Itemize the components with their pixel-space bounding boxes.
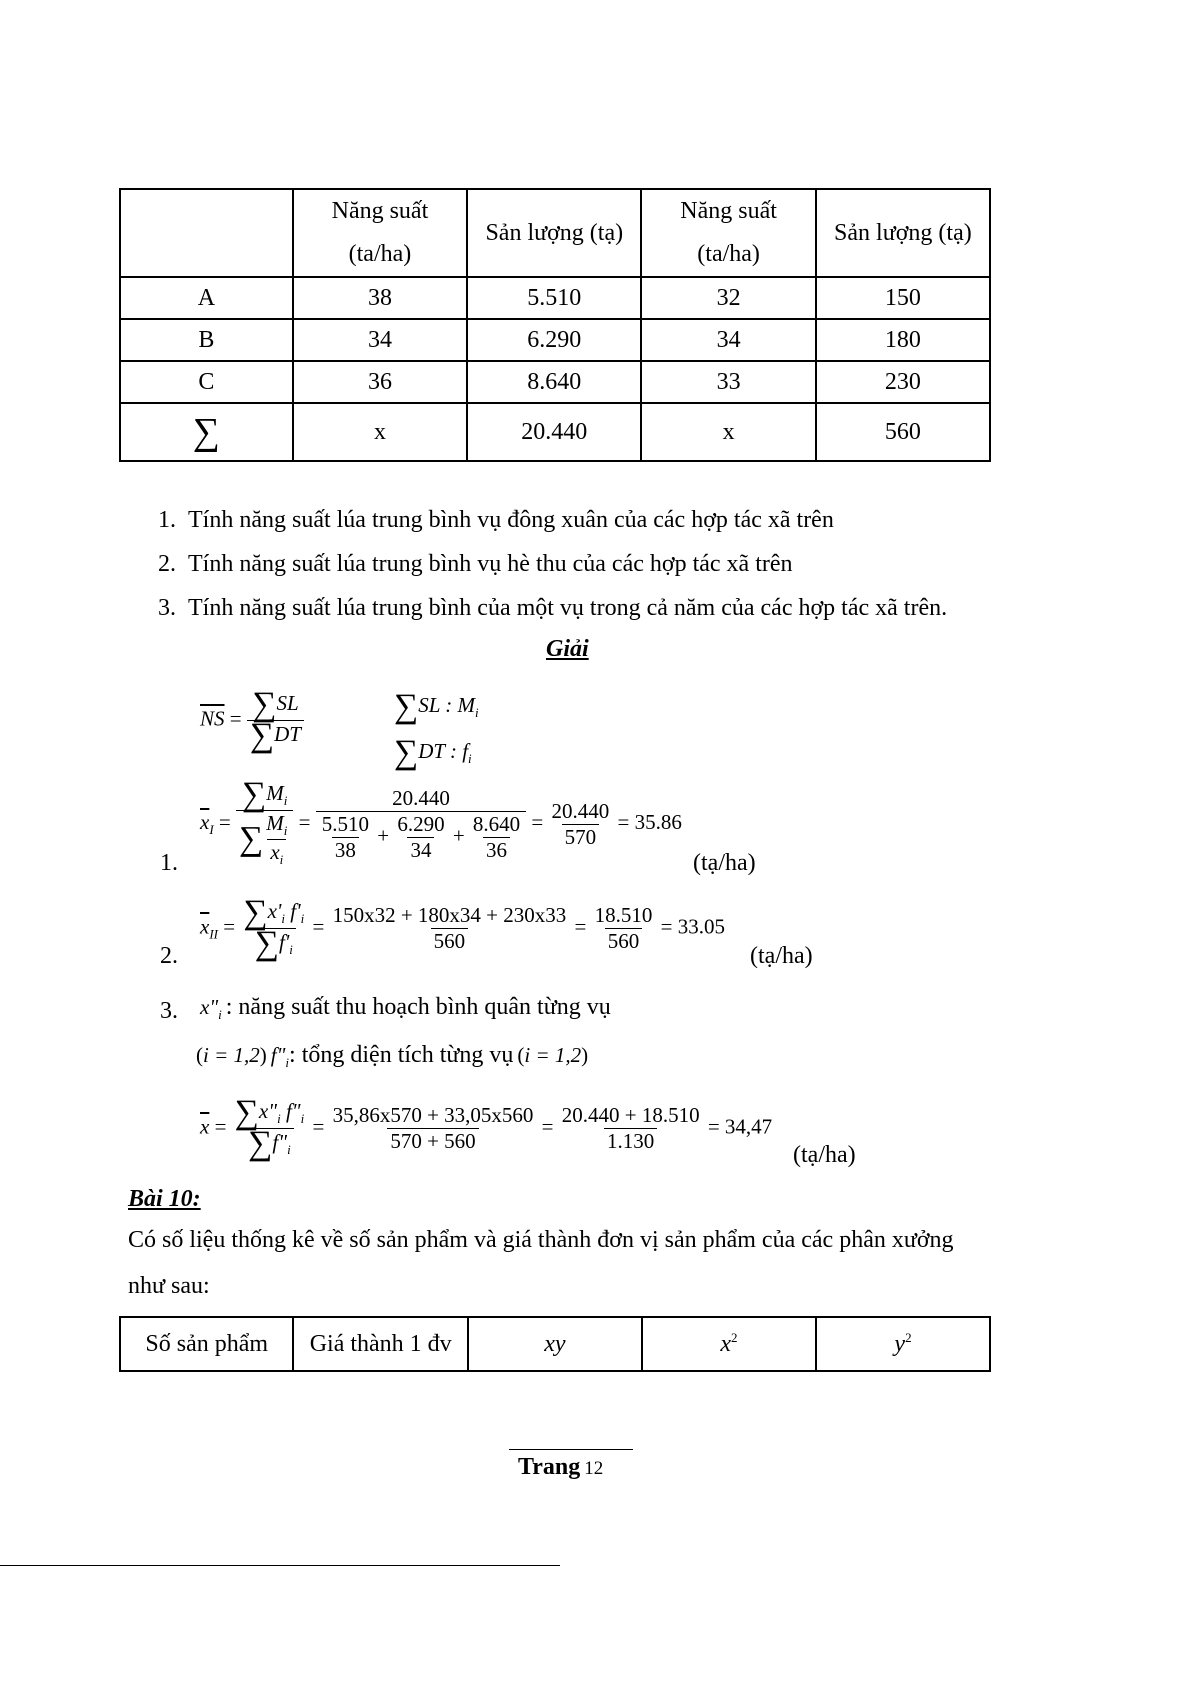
exercise-text: Có số liệu thống kê về số sản phẩm và giá thành đơn vị sản phẩm của các phân xưởng [128, 1227, 954, 1253]
page-footer [518, 1454, 603, 1481]
footer-rule [509, 1449, 633, 1450]
page-number: 12 [584, 1458, 604, 1479]
footer-label: Trang [518, 1454, 581, 1480]
header-output-1: Sản lượng (tạ) [467, 189, 641, 277]
solution-title: Giải [546, 636, 589, 662]
header-y2: $y^2$ [816, 1317, 990, 1371]
item-number-2: 2. [160, 943, 178, 969]
header-yield-2: Năng suất (ta/ha) [641, 189, 815, 277]
header-output-2: Sản lượng (tạ) [816, 189, 990, 277]
header-xy: xy [468, 1317, 642, 1371]
unit-2: (tạ/ha) [750, 943, 813, 969]
table-row: C 36 8.640 33 230 [120, 361, 990, 403]
item-number-1: 1. [160, 850, 178, 876]
bottom-rule [0, 1565, 560, 1566]
formula-general: $\overline{NS}$ = $\frac{\sum SL}{\sum DT}$ [200, 690, 304, 751]
formula-2: $\overline{x}_{II}$ = $\frac{\sum x'_i f'_i}{\sum f'_i}$ = $\frac{150x32 + 180x34 + 230x33}{560}$ = $\frac{18.510}{560}$ = 33.05 [200, 894, 725, 962]
yield-table [119, 188, 991, 462]
item3-line2: (i = 1,2) $f"_i$: tổng diện tích từng vụ (i = 1,2) [196, 1042, 589, 1071]
header-x2: $x^2$ [642, 1317, 816, 1371]
formula-3: $\overline{x}$ = $\frac{\sum x"_i f"_i}{\sum f"_i}$ = $\frac{35,86x570 + 33,05x560}{570 + 560}$ = $\frac{20.440 + 18.510}{1.130}$ = 34,47 [200, 1094, 773, 1162]
formula-general-parts: ∑SL : $M_i$ ∑DT : $f_i$ [394, 688, 479, 772]
table-row-total: ∑ x 20.440 x 560 [120, 403, 990, 461]
item3-line1: $x"_i$ : năng suất thu hoạch bình quân từng vụ [200, 994, 611, 1023]
product-table [119, 1316, 991, 1372]
table-row: A 38 5.510 32 150 [120, 277, 990, 319]
header-quantity: Số sản phẩm [120, 1317, 293, 1371]
item-number-3: 3. [160, 998, 178, 1024]
list-item: 1. Tính năng suất lúa trung bình vụ đông xuân của các hợp tác xã trên [158, 507, 834, 533]
exercise-title: Bài 10: [128, 1186, 201, 1212]
header-yield-1: Năng suất (ta/ha) [293, 189, 467, 277]
unit-1: (tạ/ha) [693, 850, 756, 876]
list-item: 3. Tính năng suất lúa trung bình của một vụ trong cả năm của các hợp tác xã trên. [158, 595, 948, 621]
header-price: Giá thành 1 đv [293, 1317, 467, 1371]
formula-1: $\overline{x}_I$ = $\sum M_i$ ∑ $\frac{M_i}{x_i}$ = 20.440 $\frac{5.510}{38}$ + $\frac{6.290}{34}$ + $\frac{8.640}{36}$ = $\frac{20.440}{570}$ = 35.86 [200, 776, 682, 868]
table-row: B 34 6.290 34 180 [120, 319, 990, 361]
question-list [158, 507, 947, 639]
unit-3: (tạ/ha) [793, 1142, 856, 1168]
exercise-text-2: như sau: [128, 1273, 210, 1299]
list-item: 2. Tính năng suất lúa trung bình vụ hè thu của các hợp tác xã trên [158, 551, 793, 577]
header-empty [120, 189, 293, 277]
